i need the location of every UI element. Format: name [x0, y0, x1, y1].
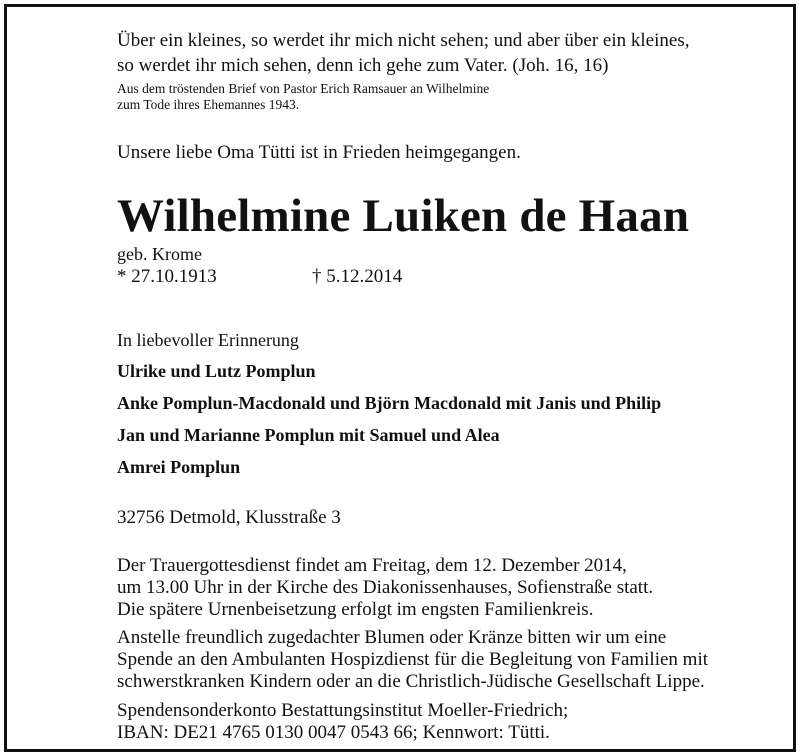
service-line: um 13.00 Uhr in der Kirche des Diakonissenhauses, Sofienstraße statt. [117, 577, 654, 598]
family-member: Anke Pomplun-Macdonald und Björn Macdonald mit Janis und Philip [117, 393, 662, 413]
service-line: Der Trauergottesdienst findet am Freitag, dem 12. Dezember 2014, [117, 555, 627, 576]
donation-line: Spende an den Ambulanten Hospizdienst für die Begleitung von Familien mit [117, 649, 709, 670]
address: 32756 Detmold, Klusstraße 3 [117, 507, 341, 528]
donation-request [117, 627, 757, 693]
maiden-name: geb. Krome [117, 244, 202, 264]
quote-line: Über ein kleines, so werdet ihr mich nicht sehen; und aber über ein kleines, [117, 30, 690, 51]
obituary-notice [117, 28, 757, 744]
quote-line: so werdet ihr mich sehen, denn ich gehe zum Vater. (Joh. 16, 16) [117, 55, 609, 76]
memory-line: In liebevoller Erinnerung [117, 330, 299, 350]
family-member: Ulrike und Lutz Pomplun [117, 361, 316, 381]
service-line: Die spätere Urnenbeisetzung erfolgt im engsten Familienkreis. [117, 599, 594, 620]
donation-account [117, 700, 757, 744]
birth-date: * 27.10.1913 [117, 266, 217, 287]
death-date: † 5.12.2014 [312, 266, 403, 287]
account-line: Spendensonderkonto Bestattungsinstitut Moeller-Friedrich; [117, 700, 569, 721]
family-member: Amrei Pomplun [117, 457, 241, 477]
family-list [117, 360, 757, 479]
quote-source [117, 81, 757, 113]
bible-quote [117, 28, 757, 78]
intro-text: Unsere liebe Oma Tütti ist in Frieden heimgegangen. [117, 142, 521, 163]
donation-line: Anstelle freundlich zugedachter Blumen oder Kränze bitten wir um eine [117, 627, 667, 648]
deceased-name: Wilhelmine Luiken de Haan [117, 190, 690, 242]
quote-source-line: zum Tode ihres Ehemannes 1943. [117, 97, 300, 112]
quote-source-line: Aus dem tröstenden Brief von Pastor Erich Ramsauer an Wilhelmine [117, 81, 490, 96]
donation-line: schwerstkranken Kindern oder an die Christlich-Jüdische Gesellschaft Lippe. [117, 671, 705, 692]
account-line: IBAN: DE21 4765 0130 0047 0543 66; Kennwort: Tütti. [117, 722, 550, 743]
family-member: Jan und Marianne Pomplun mit Samuel und Alea [117, 425, 500, 445]
service-info [117, 555, 757, 621]
life-dates [117, 265, 757, 289]
